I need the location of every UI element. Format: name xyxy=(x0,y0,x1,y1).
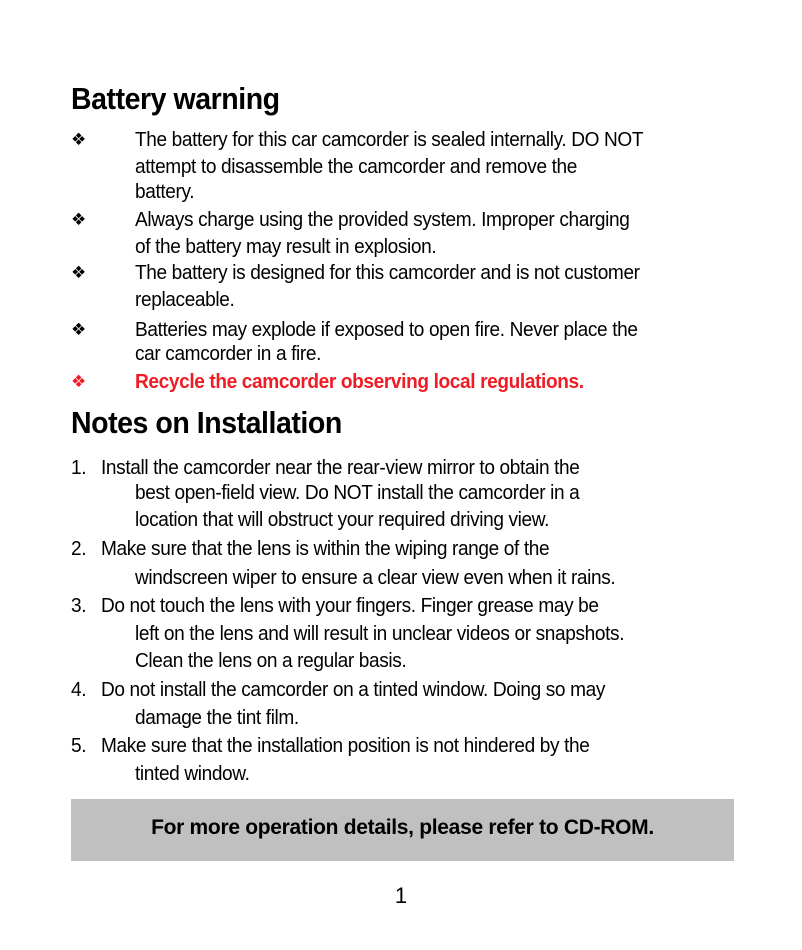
installation-item-5-line-1: Make sure that the installation position is not hindered by the xyxy=(101,734,590,757)
battery-item-1-line-2: attempt to disassemble the camcorder and remove the xyxy=(135,155,577,178)
battery-item-4-line-1: Batteries may explode if exposed to open fire. Never place the xyxy=(135,318,638,341)
recycle-warning: Recycle the camcorder observing local regulations. xyxy=(135,370,584,393)
installation-item-5-number: 5. xyxy=(71,734,87,757)
battery-warning-heading: Battery warning xyxy=(71,81,280,116)
battery-item-2-line-1: Always charge using the provided system. Improper charging xyxy=(135,208,630,231)
battery-item-3-line-1: The battery is designed for this camcorder and is not customer xyxy=(135,261,640,284)
installation-item-3-line-2: left on the lens and will result in unclear videos or snapshots. xyxy=(135,622,625,645)
installation-item-3-line-1: Do not touch the lens with your fingers. Finger grease may be xyxy=(101,594,599,617)
installation-item-4-line-1: Do not install the camcorder on a tinted window. Doing so may xyxy=(101,678,606,701)
installation-item-3-number: 3. xyxy=(71,594,87,617)
battery-item-4-line-2: car camcorder in a fire. xyxy=(135,342,322,365)
installation-item-3-line-3: Clean the lens on a regular basis. xyxy=(135,649,407,672)
installation-item-2-number: 2. xyxy=(71,537,87,560)
page-number: 1 xyxy=(394,883,408,908)
cd-rom-note-text: For more operation details, please refer to CD-ROM. xyxy=(151,816,654,839)
installation-item-1-line-3: location that will obstruct your required driving view. xyxy=(135,508,550,531)
installation-item-1-line-1: Install the camcorder near the rear-view mirror to obtain the xyxy=(101,456,580,479)
diamond-bullet-icon: ❖ xyxy=(71,263,87,282)
cd-rom-note-box xyxy=(71,799,734,861)
diamond-bullet-icon: ❖ xyxy=(71,210,87,229)
installation-item-5-line-2: tinted window. xyxy=(135,762,250,785)
diamond-bullet-icon: ❖ xyxy=(71,320,87,339)
battery-item-1-line-3: battery. xyxy=(135,180,195,203)
installation-heading: Notes on Installation xyxy=(71,405,342,440)
installation-item-1-number: 1. xyxy=(71,456,87,479)
installation-item-2-line-2: windscreen wiper to ensure a clear view even when it rains. xyxy=(135,566,616,589)
battery-item-3-line-2: replaceable. xyxy=(135,288,235,311)
diamond-bullet-icon: ❖ xyxy=(71,130,87,149)
installation-item-4-number: 4. xyxy=(71,678,87,701)
installation-item-4-line-2: damage the tint film. xyxy=(135,706,299,729)
diamond-bullet-icon: ❖ xyxy=(71,372,87,391)
installation-item-2-line-1: Make sure that the lens is within the wiping range of the xyxy=(101,537,550,560)
installation-item-1-line-2: best open-field view. Do NOT install the camcorder in a xyxy=(135,481,580,504)
battery-item-1-line-1: The battery for this car camcorder is sealed internally. DO NOT xyxy=(135,128,644,151)
battery-item-2-line-2: of the battery may result in explosion. xyxy=(135,235,437,258)
